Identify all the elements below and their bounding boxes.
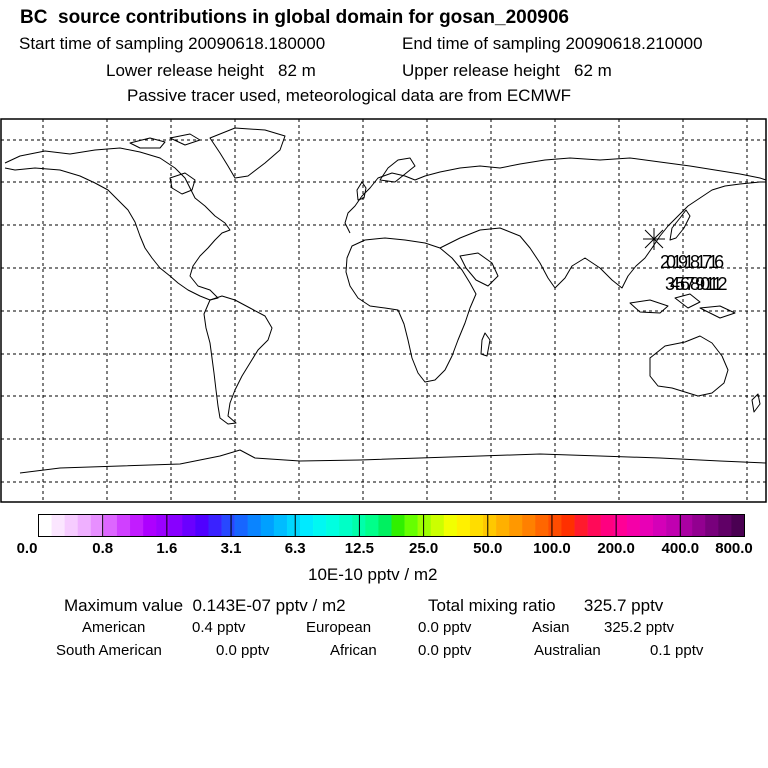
- region-value: 0.0 pptv: [418, 619, 472, 636]
- colorbar: [38, 514, 746, 538]
- upper-release-height: Upper release height 62 m: [402, 61, 612, 80]
- colorbar-cell: [535, 515, 548, 537]
- trajectory-labels-upper: 2019181716: [660, 252, 721, 272]
- colorbar-cell: [509, 515, 522, 537]
- colorbar-cell: [248, 515, 261, 537]
- colorbar-cell: [300, 515, 313, 537]
- plot-title: BC source contributions in global domain for gosan_200906: [20, 7, 569, 28]
- colorbar-cell: [418, 515, 431, 537]
- start-time: Start time of sampling 20090618.180000: [19, 34, 326, 53]
- colorbar-cell: [575, 515, 588, 537]
- colorbar-cell: [548, 515, 561, 537]
- colorbar-tick-label: 0.8: [92, 540, 114, 557]
- colorbar-cell: [326, 515, 339, 537]
- colorbar-cell: [39, 515, 52, 537]
- colorbar-cell: [313, 515, 326, 537]
- colorbar-cell: [143, 515, 156, 537]
- lower-release-height: Lower release height 82 m: [106, 61, 316, 80]
- colorbar-cell: [274, 515, 287, 537]
- colorbar-cell: [287, 515, 300, 537]
- colorbar-tick-label: 3.1: [220, 540, 242, 557]
- colorbar-cell: [130, 515, 143, 537]
- colorbar-cell: [457, 515, 470, 537]
- colorbar-cell: [182, 515, 195, 537]
- colorbar-cell: [431, 515, 444, 537]
- colorbar-cell: [470, 515, 483, 537]
- colorbar-cell: [156, 515, 169, 537]
- colorbar-cell: [705, 515, 718, 537]
- colorbar-tick-label: 6.3: [284, 540, 306, 557]
- colorbar-cell: [561, 515, 574, 537]
- colorbar-cell: [483, 515, 496, 537]
- region-name: American: [82, 619, 146, 636]
- colorbar-cell: [52, 515, 65, 537]
- colorbar-cell: [65, 515, 78, 537]
- colorbar-cell: [731, 515, 744, 537]
- colorbar-cell: [104, 515, 117, 537]
- colorbar-tick-label: 400.0: [661, 540, 700, 557]
- colorbar-tick-label: 200.0: [597, 540, 635, 557]
- colorbar-cell: [235, 515, 248, 537]
- colorbar-cell: [261, 515, 274, 537]
- colorbar-cell: [640, 515, 653, 537]
- gosan-station-marker: [643, 228, 665, 250]
- region-value: 0.4 pptv: [192, 619, 246, 636]
- colorbar-cell: [666, 515, 679, 537]
- colorbar-cell: [679, 515, 692, 537]
- colorbar-cell: [378, 515, 391, 537]
- trajectory-labels-lower: 345678901112: [665, 274, 723, 294]
- colorbar-tick-label: 0.0: [16, 540, 38, 557]
- colorbar-tick-label: 1.6: [156, 540, 178, 557]
- tracer-note: Passive tracer used, meteorological data are from ECMWF: [127, 86, 572, 105]
- colorbar-cell: [78, 515, 91, 537]
- world-map: [0, 118, 768, 504]
- colorbar-cell: [91, 515, 104, 537]
- region-value: 0.0 pptv: [418, 642, 472, 659]
- colorbar-cell: [339, 515, 352, 537]
- region-value: 325.2 pptv: [604, 619, 675, 636]
- colorbar-cell: [365, 515, 378, 537]
- colorbar-tick-label: 50.0: [473, 540, 503, 557]
- colorbar-cell: [496, 515, 509, 537]
- region-value: 0.0 pptv: [216, 642, 270, 659]
- colorbar-tick-label: 12.5: [344, 540, 375, 557]
- max-value: Maximum value 0.143E-07 pptv / m2: [64, 596, 346, 615]
- colorbar-cell: [653, 515, 666, 537]
- colorbar-cell: [405, 515, 418, 537]
- colorbar-cell: [444, 515, 457, 537]
- colorbar-cell: [692, 515, 705, 537]
- colorbar-unit: 10E-10 pptv / m2: [308, 565, 438, 584]
- colorbar-cell: [588, 515, 601, 537]
- colorbar-cell: [522, 515, 535, 537]
- colorbar-tick-label: 100.0: [533, 540, 571, 557]
- colorbar-cell: [208, 515, 221, 537]
- total-mixing-ratio: Total mixing ratio 325.7 pptv: [428, 596, 664, 615]
- colorbar-cell: [195, 515, 208, 537]
- colorbar-tick-label: 25.0: [408, 540, 439, 557]
- region-name: European: [306, 619, 372, 636]
- colorbar-cell: [601, 515, 614, 537]
- colorbar-cell: [392, 515, 405, 537]
- region-name: African: [330, 642, 377, 659]
- colorbar-cell: [718, 515, 731, 537]
- colorbar-cell: [222, 515, 235, 537]
- region-name: Asian: [532, 619, 570, 636]
- region-name: South American: [56, 642, 162, 659]
- colorbar-tick-label: 800.0: [715, 540, 753, 557]
- region-value: 0.1 pptv: [650, 642, 704, 659]
- region-name: Australian: [534, 642, 601, 659]
- colorbar-cell: [169, 515, 182, 537]
- colorbar-cell: [627, 515, 640, 537]
- colorbar-cell: [117, 515, 130, 537]
- end-time: End time of sampling 20090618.210000: [402, 34, 703, 53]
